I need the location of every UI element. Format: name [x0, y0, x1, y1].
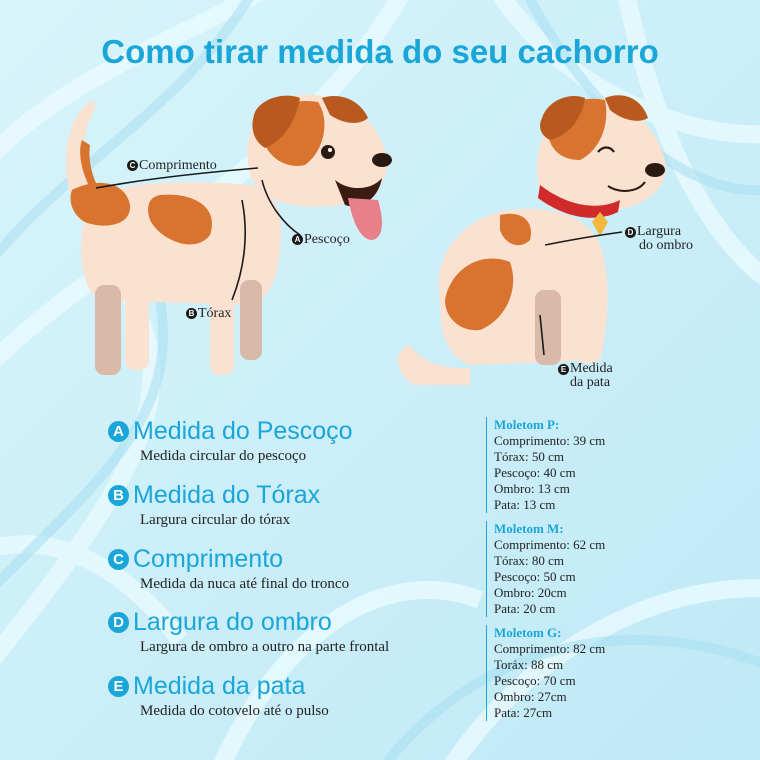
- size-block-m: [486, 521, 636, 617]
- size-line: Pata: 13 cm: [494, 497, 556, 512]
- legend-title-a: Medida do Pescoço: [133, 417, 353, 445]
- size-line: Comprimento: 62 cm: [494, 537, 606, 552]
- legend-badge-e: E: [108, 676, 129, 697]
- legend-desc-b: Largura circular do tórax: [140, 512, 291, 528]
- label-pata-text2: da pata: [570, 375, 611, 390]
- legend-desc-c: Medida da nuca até final do tronco: [140, 576, 350, 592]
- badge-b: B: [186, 308, 197, 319]
- size-line: Tórax: 50 cm: [494, 449, 565, 464]
- legend-item-a: [108, 417, 353, 465]
- page-title: Como tirar medida do seu cachorro: [101, 33, 659, 70]
- legend-desc-d: Largura de ombro a outro na parte frontal: [140, 639, 390, 655]
- legend-title-c: Comprimento: [133, 545, 284, 573]
- legend-badge-a: A: [108, 421, 129, 442]
- legend-badge-c: C: [108, 549, 129, 570]
- legend-item-b: [108, 481, 320, 529]
- label-pescoco: [292, 232, 350, 248]
- label-torax-text: Tórax: [198, 306, 232, 321]
- size-line: Pescoço: 40 cm: [494, 465, 576, 480]
- badge-c: C: [127, 160, 138, 171]
- legend-title-b: Medida do Tórax: [133, 481, 321, 509]
- label-torax: [186, 306, 231, 322]
- size-table: [486, 417, 636, 729]
- legend-desc-a: Medida circular do pescoço: [140, 448, 307, 464]
- label-ombro-text2: do ombro: [639, 238, 694, 253]
- legend-badge-b: B: [108, 485, 129, 506]
- size-line: Comprimento: 39 cm: [494, 433, 606, 448]
- size-line: Ombro: 27cm: [494, 689, 567, 704]
- size-line: Ombro: 13 cm: [494, 481, 570, 496]
- size-line: Pata: 20 cm: [494, 601, 556, 616]
- legend-item-e: [108, 672, 329, 720]
- legend-title-e: Medida da pata: [133, 672, 306, 700]
- size-line: Ombro: 20cm: [494, 585, 567, 600]
- badge-a: A: [292, 234, 303, 245]
- size-block-p: [486, 417, 636, 513]
- legend-desc-e: Medida do cotovelo até o pulso: [140, 703, 329, 719]
- size-line: Comprimento: 82 cm: [494, 641, 606, 656]
- label-ombro: [625, 225, 693, 253]
- legend-title-d: Largura do ombro: [133, 608, 332, 636]
- label-comprimento-text: Comprimento: [139, 158, 217, 173]
- size-line: Pata: 27cm: [494, 705, 553, 720]
- label-ombro-text1: Largura: [637, 224, 682, 239]
- size-line: Toráx: 88 cm: [494, 657, 564, 672]
- badge-d: D: [625, 227, 636, 238]
- size-line: Pescoço: 70 cm: [494, 673, 576, 688]
- legend-badge-d: D: [108, 612, 129, 633]
- size-name-g: Moletom G:: [494, 625, 562, 640]
- legend-item-d: [108, 608, 389, 656]
- size-name-p: Moletom P:: [494, 417, 560, 432]
- label-pata-text1: Medida: [570, 361, 613, 376]
- size-line: Pescoço: 50 cm: [494, 569, 576, 584]
- badge-e: E: [558, 364, 569, 375]
- label-comprimento: [127, 158, 217, 174]
- label-pata: [558, 362, 613, 390]
- legend-item-c: [108, 545, 349, 593]
- size-block-g: [486, 625, 636, 721]
- label-pescoco-text: Pescoço: [304, 232, 350, 247]
- size-line: Tórax: 80 cm: [494, 553, 565, 568]
- size-name-m: Moletom M:: [494, 521, 564, 536]
